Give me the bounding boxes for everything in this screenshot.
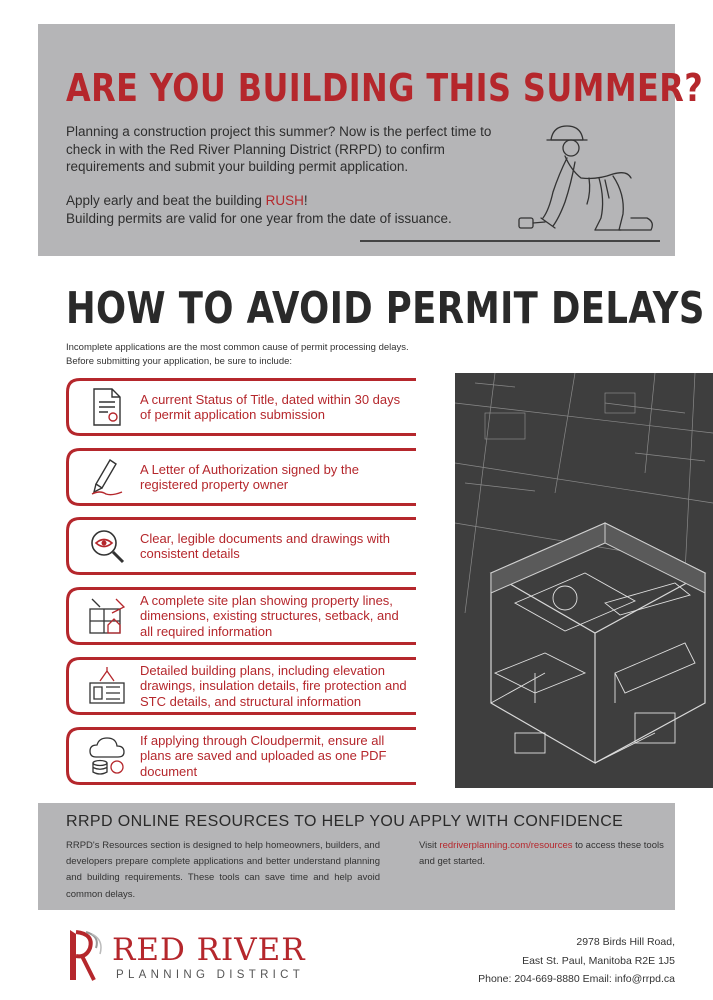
floor-plan-illustration xyxy=(455,373,713,788)
banner-title: ARE YOU BUILDING THIS SUMMER? xyxy=(66,66,704,110)
construction-worker-illustration xyxy=(501,118,661,246)
list-item xyxy=(66,378,416,436)
contact-line: Phone: 204-669-8880 Email: info@rrpd.ca xyxy=(478,973,675,985)
resources-title: RRPD ONLINE RESOURCES TO HELP YOU APPLY WITH CONFIDENCE xyxy=(66,813,624,830)
logo-mark-icon xyxy=(64,926,104,982)
apply-suffix: ! xyxy=(303,193,308,208)
resources-visit-text xyxy=(419,838,664,870)
address-line-2: East St. Paul, Manitoba R2E 1J5 xyxy=(522,954,675,967)
logo-name: RED RIVER xyxy=(112,932,306,968)
visit-prefix: Visit xyxy=(419,840,440,851)
site-plan-tools-icon xyxy=(86,595,128,637)
list-item xyxy=(66,448,416,506)
resources-panel xyxy=(38,803,675,910)
top-banner xyxy=(38,24,704,256)
item-text: Detailed building plans, including elevation drawings, insulation details, fire protection and STC details, and structural information xyxy=(140,662,407,709)
logo-subtitle: PLANNING DISTRICT xyxy=(116,969,305,981)
banner-apply-text xyxy=(66,192,506,227)
contact-block xyxy=(395,933,675,989)
section-title: HOW TO AVOID PERMIT DELAYS xyxy=(66,283,705,334)
resources-description: RRPD's Resources section is designed to help homeowners, builders, and developers prepare complete applications and better understand planning and building requirements. These tools can save time and help avoid common delays. xyxy=(66,840,380,900)
list-item xyxy=(66,727,416,785)
item-text: If applying through Cloudpermit, ensure all plans are saved and uploaded as one PDF document xyxy=(140,732,387,779)
rrpd-logo xyxy=(64,924,324,986)
building-blueprint-icon xyxy=(86,665,128,707)
visit-suffix: to access these tools and get started. xyxy=(419,840,664,868)
item-text: A current Status of Title, dated within 30 days of permit application submission xyxy=(140,391,401,422)
floor-line xyxy=(360,240,660,242)
cloud-database-icon xyxy=(86,735,128,777)
document-certificate-icon xyxy=(86,386,128,428)
resources-link[interactable]: redriverplanning.com/resources xyxy=(439,840,573,851)
address-line-1: 2978 Birds Hill Road, xyxy=(576,936,675,948)
section-intro xyxy=(66,341,486,369)
item-text: A Letter of Authorization signed by the registered property owner xyxy=(140,461,359,492)
list-item xyxy=(66,587,416,645)
banner-paragraph: Planning a construction project this summer? Now is the perfect time to check in with the Red River Planning District (RRPD) to confirm requirements and submit your building permit application. xyxy=(66,124,492,174)
magnifier-eye-icon xyxy=(86,525,128,567)
rush-highlight: RUSH xyxy=(265,193,304,208)
list-item xyxy=(66,657,416,715)
apply-prefix: Apply early and beat the building xyxy=(66,193,266,208)
pen-signature-icon xyxy=(86,456,128,498)
list-item xyxy=(66,517,416,575)
intro-line-1: Incomplete applications are the most common cause of permit processing delays. xyxy=(66,342,409,353)
intro-line-2: Before submitting your application, be sure to include: xyxy=(66,356,293,367)
permit-validity: Building permits are valid for one year from the date of issuance. xyxy=(66,210,452,226)
item-text: Clear, legible documents and drawings with consistent details xyxy=(140,530,391,561)
item-text: A complete site plan showing property lines, dimensions, existing structures, setback, and all required information xyxy=(140,592,399,639)
